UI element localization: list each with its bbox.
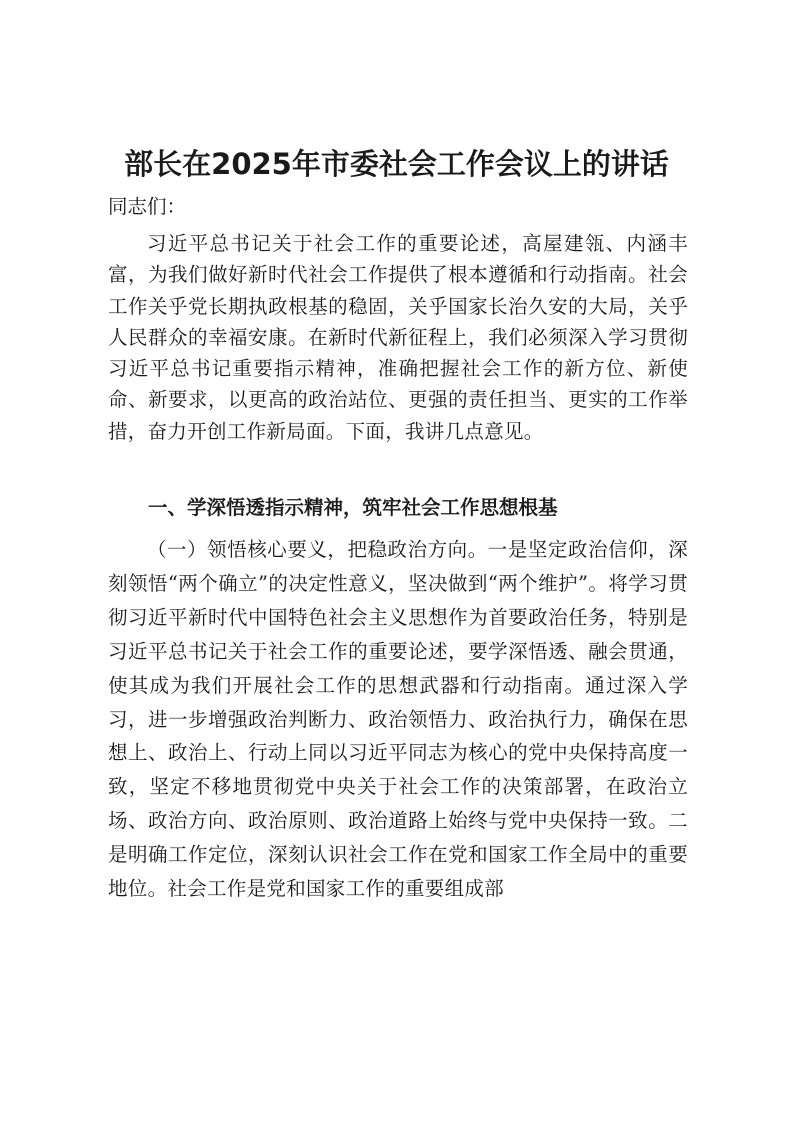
subsection-body: 一是坚定政治信仰，深刻领悟“两个确立”的决定性意义，坚决做到“两个维护”。将学习贯彻习近平新时代中国特色社会主义思想作为首要政治任务，特别是习近平总书记关于社会工作的重要论述，要学深悟透、融会贯通，使其成为我们开展社会工作的思想武器和行动指南。通过深入学习，进一步增强政治判断力、政治领悟力、政治执行力，确保在思想上、政治上、行动上同以习近平同志为核心的党中央保持高度一致，坚定不移地贯彻党中央关于社会工作的决策部署，在政治立场、政治方向、政治原则、政治道路上始终与党中央保持一致。二是明确工作定位，深刻认识社会工作在党和国家工作全局中的重要地位。社会工作是党和国家工作的重要组成部 — [108, 538, 688, 901]
subsection-lead: （一）领悟核心要义，把稳政治方向。 — [147, 538, 488, 561]
document-title: 部长在2025年市委社会工作会议上的讲话 — [124, 147, 669, 181]
section-heading-1: 一、学深悟透指示精神，筑牢社会工作思想根基 — [148, 496, 558, 519]
subsection-paragraph-1 — [108, 533, 688, 906]
intro-paragraph: 习近平总书记关于社会工作的重要论述，高屋建瓴、内涵丰富，为我们做好新时代社会工作提供了根本遵循和行动指南。社会工作关乎党长期执政根基的稳固，关乎国家长治久安的大局，关乎人民群众的幸福安康。在新时代新征程上，我们必须深入学习贯彻习近平总书记重要指示精神，准确把握社会工作的新方位、新使命、新要求，以更高的政治站位、更强的责任担当、更实的工作举措，奋力开创工作新局面。下面，我讲几点意见。 — [108, 232, 688, 443]
salutation: 同志们： — [108, 195, 187, 218]
